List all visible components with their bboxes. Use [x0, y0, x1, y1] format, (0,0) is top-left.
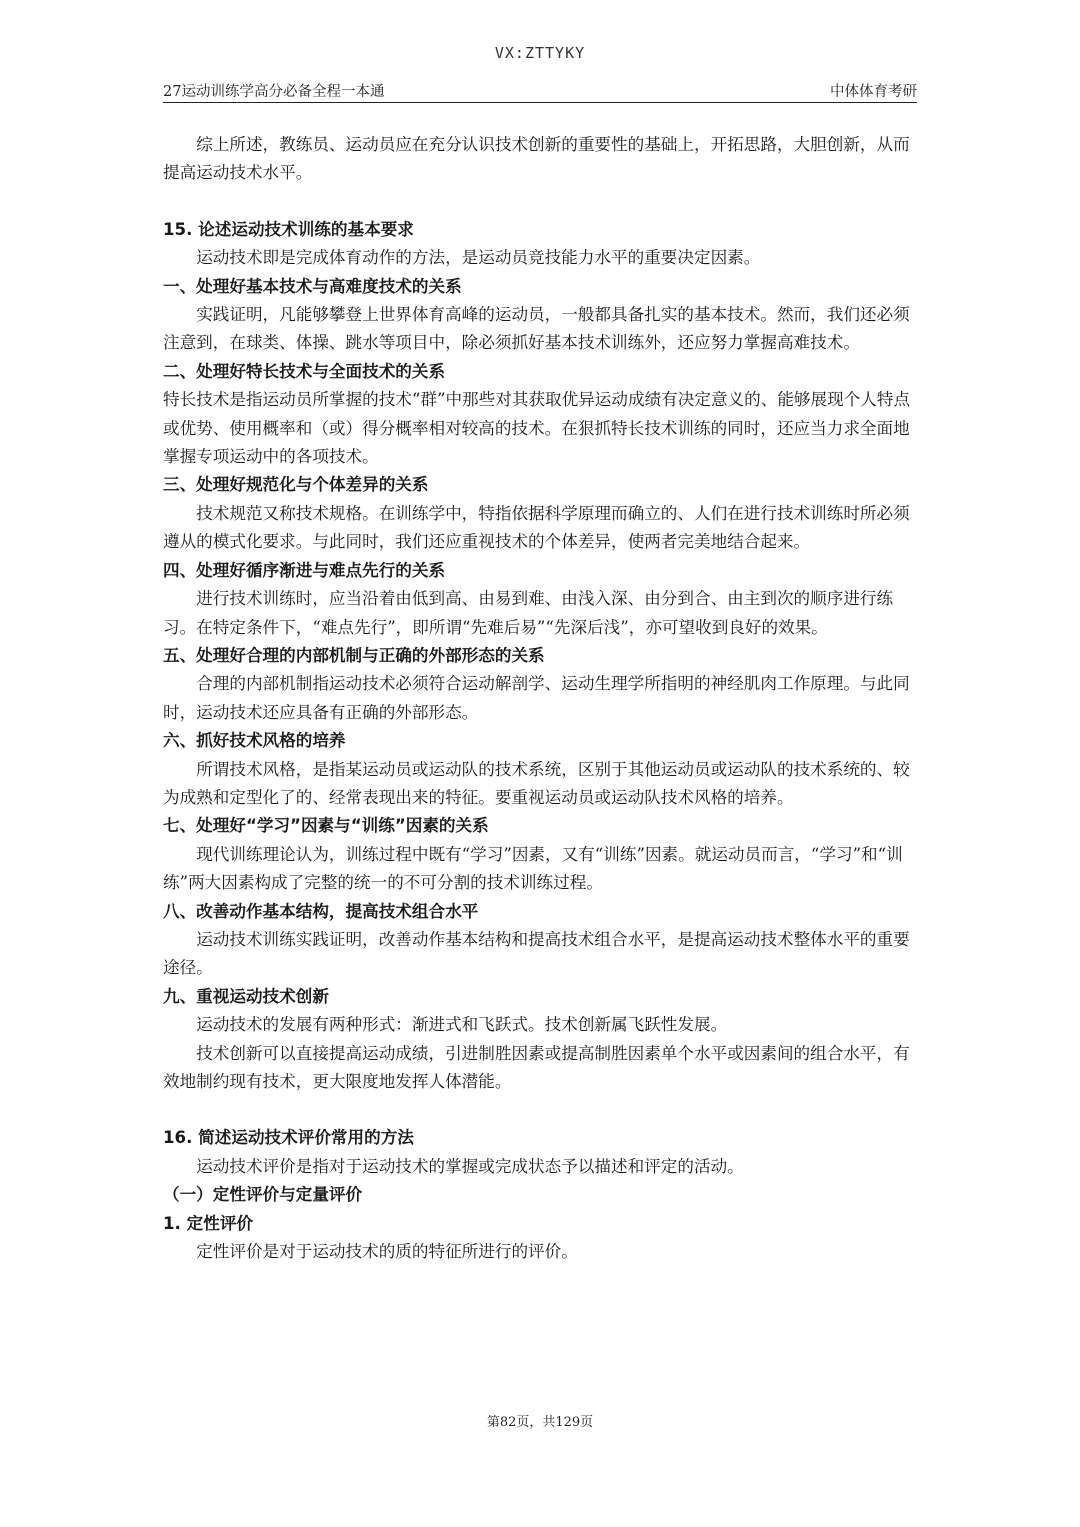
section-heading: 三、处理好规范化与个体差异的关系: [163, 475, 429, 495]
question-title: 16. 简述运动技术评价常用的方法: [163, 1128, 414, 1148]
subsection-heading: 1. 定性评价: [163, 1213, 254, 1233]
page-number: 第82页，共129页: [486, 1415, 594, 1430]
paragraph: 合理的内部机制指运动技术必须符合运动解剖学、运动生理学所指明的神经肌肉工作原理。与此同时，运动技术还应具备有正确的外部形态。: [163, 674, 910, 722]
header-book-title: 27运动训练学高分必备全程一本通: [163, 84, 385, 100]
paragraph: 技术规范又称技术规格。在训练学中，特指依据科学原理而确立的、人们在进行技术训练时所必须遵从的模式化要求。与此同时，我们还应重视技术的个体差异，使两者完美地结合起来。: [163, 503, 910, 552]
question-title: 15. 论述运动技术训练的基本要求: [163, 219, 414, 239]
paragraph: 定性评价是对于运动技术的质的特征所进行的评价。: [196, 1242, 578, 1262]
header-publisher: 中体体育考研: [830, 84, 917, 100]
watermark: VX:ZTTYKY: [494, 44, 586, 62]
paragraph: 技术创新可以直接提高运动成绩，引进制胜因素或提高制胜因素单个水平或因素间的组合水平，有效地制约现有技术，更大限度地发挥人体潜能。: [163, 1043, 910, 1091]
section-heading: 七、处理好“学习”因素与“训练”因素的关系: [163, 816, 489, 836]
paragraph: 进行技术训练时，应当沿着由低到高、由易到难、由浅入深、由分到合、由主到次的顺序进行练习。在特定条件下，“难点先行”，即所谓“先难后易”“先深后浅”，亦可望收到良好的效果。: [163, 589, 894, 637]
paragraph: 实践证明，凡能够攀登上世界体育高峰的运动员，一般都具备扎实的基本技术。然而，我们还必须注意到，在球类、体操、跳水等项目中，除必须抓好基本技术训练外，还应努力掌握高难技术。: [163, 305, 910, 353]
section-heading: （一）定性评价与定量评价: [163, 1185, 363, 1205]
section-heading: 五、处理好合理的内部机制与正确的外部形态的关系: [163, 645, 545, 665]
section-heading: 一、处理好基本技术与高难度技术的关系: [163, 276, 462, 296]
section-heading: 八、改善动作基本结构，提高技术组合水平: [163, 901, 479, 921]
paragraph: 特长技术是指运动员所掌握的技术“群”中那些对其获取优异运动成绩有决定意义的、能够展现个人特点或优势、使用概率和（或）得分概率相对较高的技术。在狠抓特长技术训练的同时，还应当力求全面地掌握专项运动中的各项技术。: [163, 390, 911, 467]
page-header: [163, 80, 917, 103]
section-heading: 九、重视运动技术创新: [163, 986, 329, 1006]
paragraph: 综上所述，教练员、运动员应在充分认识技术创新的重要性的基础上，开拓思路，大胆创新，从而提高运动技术水平。: [163, 135, 910, 183]
paragraph: 运动技术评价是指对于运动技术的掌握或完成状态予以描述和评定的活动。: [196, 1156, 744, 1176]
paragraph: 现代训练理论认为，训练过程中既有“学习”因素，又有“训练”因素。就运动员而言，“学习”和“训练”两大因素构成了完整的统一的不可分割的技术训练过程。: [163, 844, 903, 893]
section-heading: 二、处理好特长技术与全面技术的关系: [163, 361, 446, 381]
section-heading: 六、抓好技术风格的培养: [163, 731, 346, 751]
paragraph: 所谓技术风格，是指某运动员或运动队的技术系统，区别于其他运动员或运动队的技术系统的、较为成熟和定型化了的、经常表现出来的特征。要重视运动员或运动队技术风格的培养。: [163, 759, 910, 807]
paragraph: 运动技术训练实践证明，改善动作基本结构和提高技术组合水平，是提高运动技术整体水平的重要途径。: [163, 929, 910, 978]
section-heading: 四、处理好循序渐进与难点先行的关系: [163, 560, 446, 580]
document-body: [163, 131, 917, 1266]
paragraph: 运动技术即是完成体育动作的方法，是运动员竞技能力水平的重要决定因素。: [196, 248, 761, 268]
paragraph: 运动技术的发展有两种形式：渐进式和飞跃式。技术创新属飞跃性发展。: [196, 1015, 728, 1035]
